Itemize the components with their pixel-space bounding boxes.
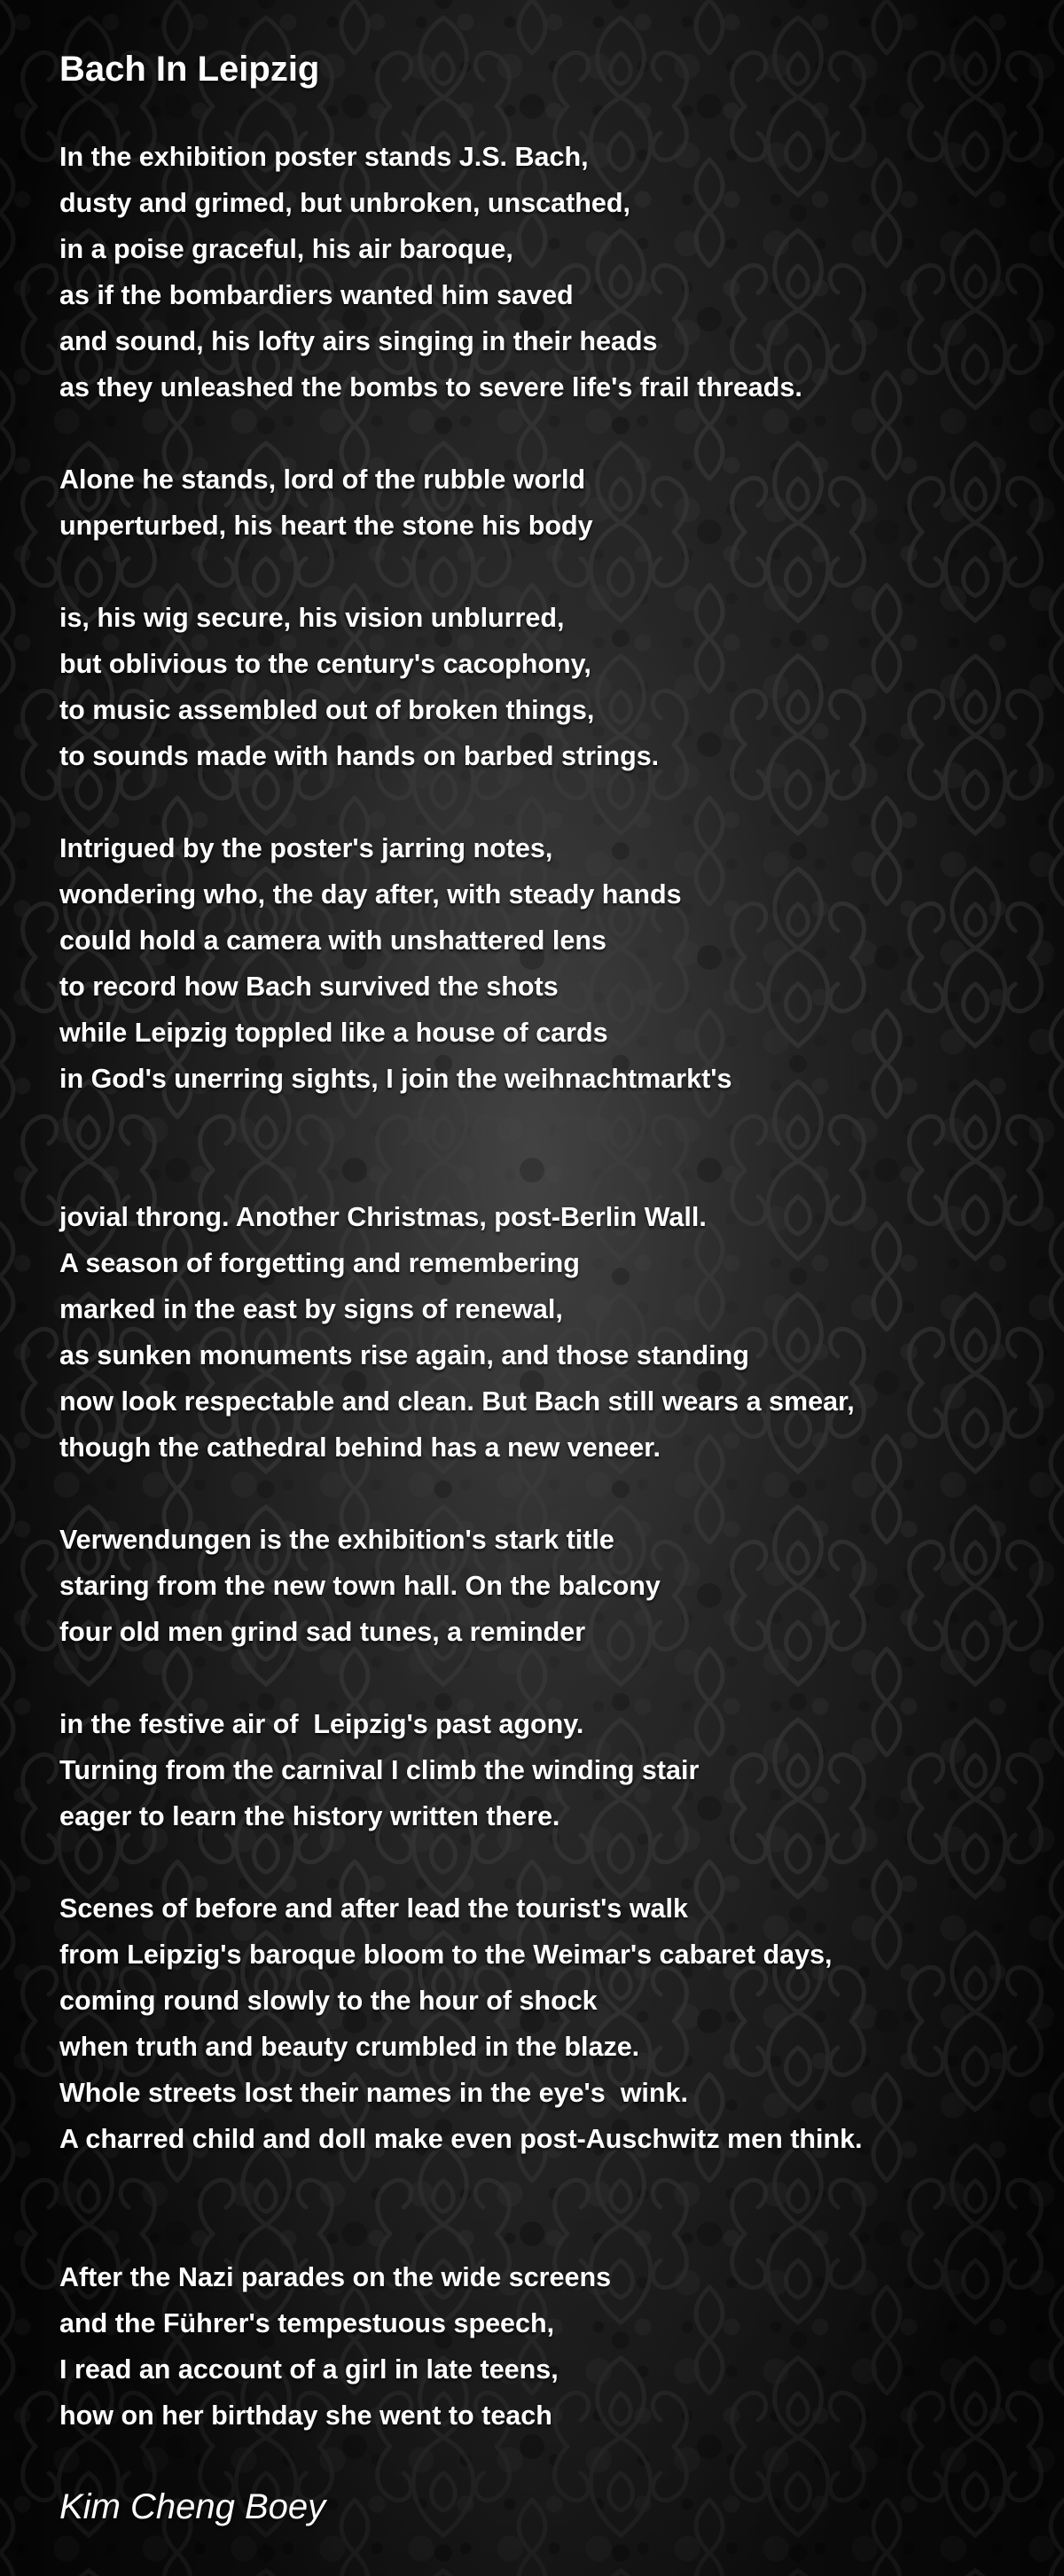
poem-line: I read an account of a girl in late teens,: [59, 2354, 559, 2385]
poem-line: four old men grind sad tunes, a reminder: [59, 1617, 586, 1647]
poem-line: to music assembled out of broken things,: [59, 695, 595, 725]
poem-line: and sound, his lofty airs singing in their heads: [59, 326, 658, 356]
poem-line: as sunken monuments rise again, and those standing: [59, 1340, 749, 1370]
poem-line: to sounds made with hands on barbed strings.: [59, 741, 660, 771]
poem-line: is, his wig secure, his vision unblurred,: [59, 603, 565, 633]
poem-line: marked in the east by signs of renewal,: [59, 1294, 563, 1324]
stanza: [59, 1194, 1035, 1471]
stanza-break: [59, 549, 1035, 595]
poem-line: from Leipzig's baroque bloom to the Weimar's cabaret days,: [59, 1940, 833, 1970]
stanza-break: [59, 1839, 1035, 1885]
poem-line: Scenes of before and after lead the tourist's walk: [59, 1893, 688, 1924]
poem-line: though the cathedral behind has a new veneer.: [59, 1432, 661, 1463]
stanza: [59, 1885, 1035, 2162]
poem-line: but oblivious to the century's cacophony,: [59, 649, 591, 679]
poem-line: In the exhibition poster stands J.S. Bach,: [59, 142, 589, 172]
poem-line: dusty and grimed, but unbroken, unscathed,: [59, 188, 630, 218]
poem-line: as they unleashed the bombs to severe life's frail threads.: [59, 372, 802, 402]
poem-line: jovial throng. Another Christmas, post-Berlin Wall.: [59, 1202, 707, 1232]
poem-author: Kim Cheng Boey: [59, 2487, 326, 2526]
poem-line: A charred child and doll make even post-Auschwitz men think.: [59, 2124, 863, 2154]
poem-line: unperturbed, his heart the stone his body: [59, 511, 593, 541]
poem-line: in a poise graceful, his air baroque,: [59, 234, 513, 264]
poem-line: to record how Bach survived the shots: [59, 972, 559, 1002]
poem-line: eager to learn the history written there.: [59, 1801, 560, 1831]
stanza: [59, 595, 1035, 779]
poem-line: Intrigued by the poster's jarring notes,: [59, 833, 553, 863]
poem-line: how on her birthday she went to teach: [59, 2400, 552, 2431]
poem-line: when truth and beauty crumbled in the blaze.: [59, 2032, 640, 2062]
poem-line: After the Nazi parades on the wide screens: [59, 2262, 612, 2292]
poem-line: in the festive air of Leipzig's past agony.: [59, 1709, 584, 1739]
stanza-break: [59, 2162, 1035, 2254]
poem-line: coming round slowly to the hour of shock: [59, 1986, 598, 2016]
stanza: [59, 825, 1035, 1102]
poem-line: staring from the new town hall. On the balcony: [59, 1571, 661, 1601]
poem-line: as if the bombardiers wanted him saved: [59, 280, 574, 310]
stanza-break: [59, 1655, 1035, 1701]
stanza: [59, 134, 1035, 410]
poem-line: Whole streets lost their names in the eye's wink.: [59, 2078, 688, 2108]
poem-line: and the Führer's tempestuous speech,: [59, 2308, 555, 2338]
stanza-break: [59, 1471, 1035, 1517]
poem-line: could hold a camera with unshattered lens: [59, 925, 606, 956]
stanza-break: [59, 1102, 1035, 1194]
poem-line: Turning from the carnival I climb the winding stair: [59, 1755, 700, 1785]
stanza: [59, 457, 1035, 549]
stanza-break: [59, 410, 1035, 457]
poem-line: Alone he stands, lord of the rubble world: [59, 464, 586, 495]
poem-line: wondering who, the day after, with steady hands: [59, 879, 682, 909]
poem-line: now look respectable and clean. But Bach still wears a smear,: [59, 1386, 855, 1417]
stanza: [59, 1517, 1035, 1655]
stanza: [59, 2254, 1035, 2439]
poem-line: while Leipzig toppled like a house of cards: [59, 1018, 608, 1048]
poem-line: A season of forgetting and remembering: [59, 1248, 580, 1278]
poem-line: Verwendungen is the exhibition's stark title: [59, 1525, 614, 1555]
poem-body: [59, 134, 1035, 2439]
stanza: [59, 1701, 1035, 1839]
poem-line: in God's unerring sights, I join the weihnachtmarkt's: [59, 1064, 732, 1094]
stanza-break: [59, 779, 1035, 825]
poem-title: Bach In Leipzig: [59, 50, 320, 89]
